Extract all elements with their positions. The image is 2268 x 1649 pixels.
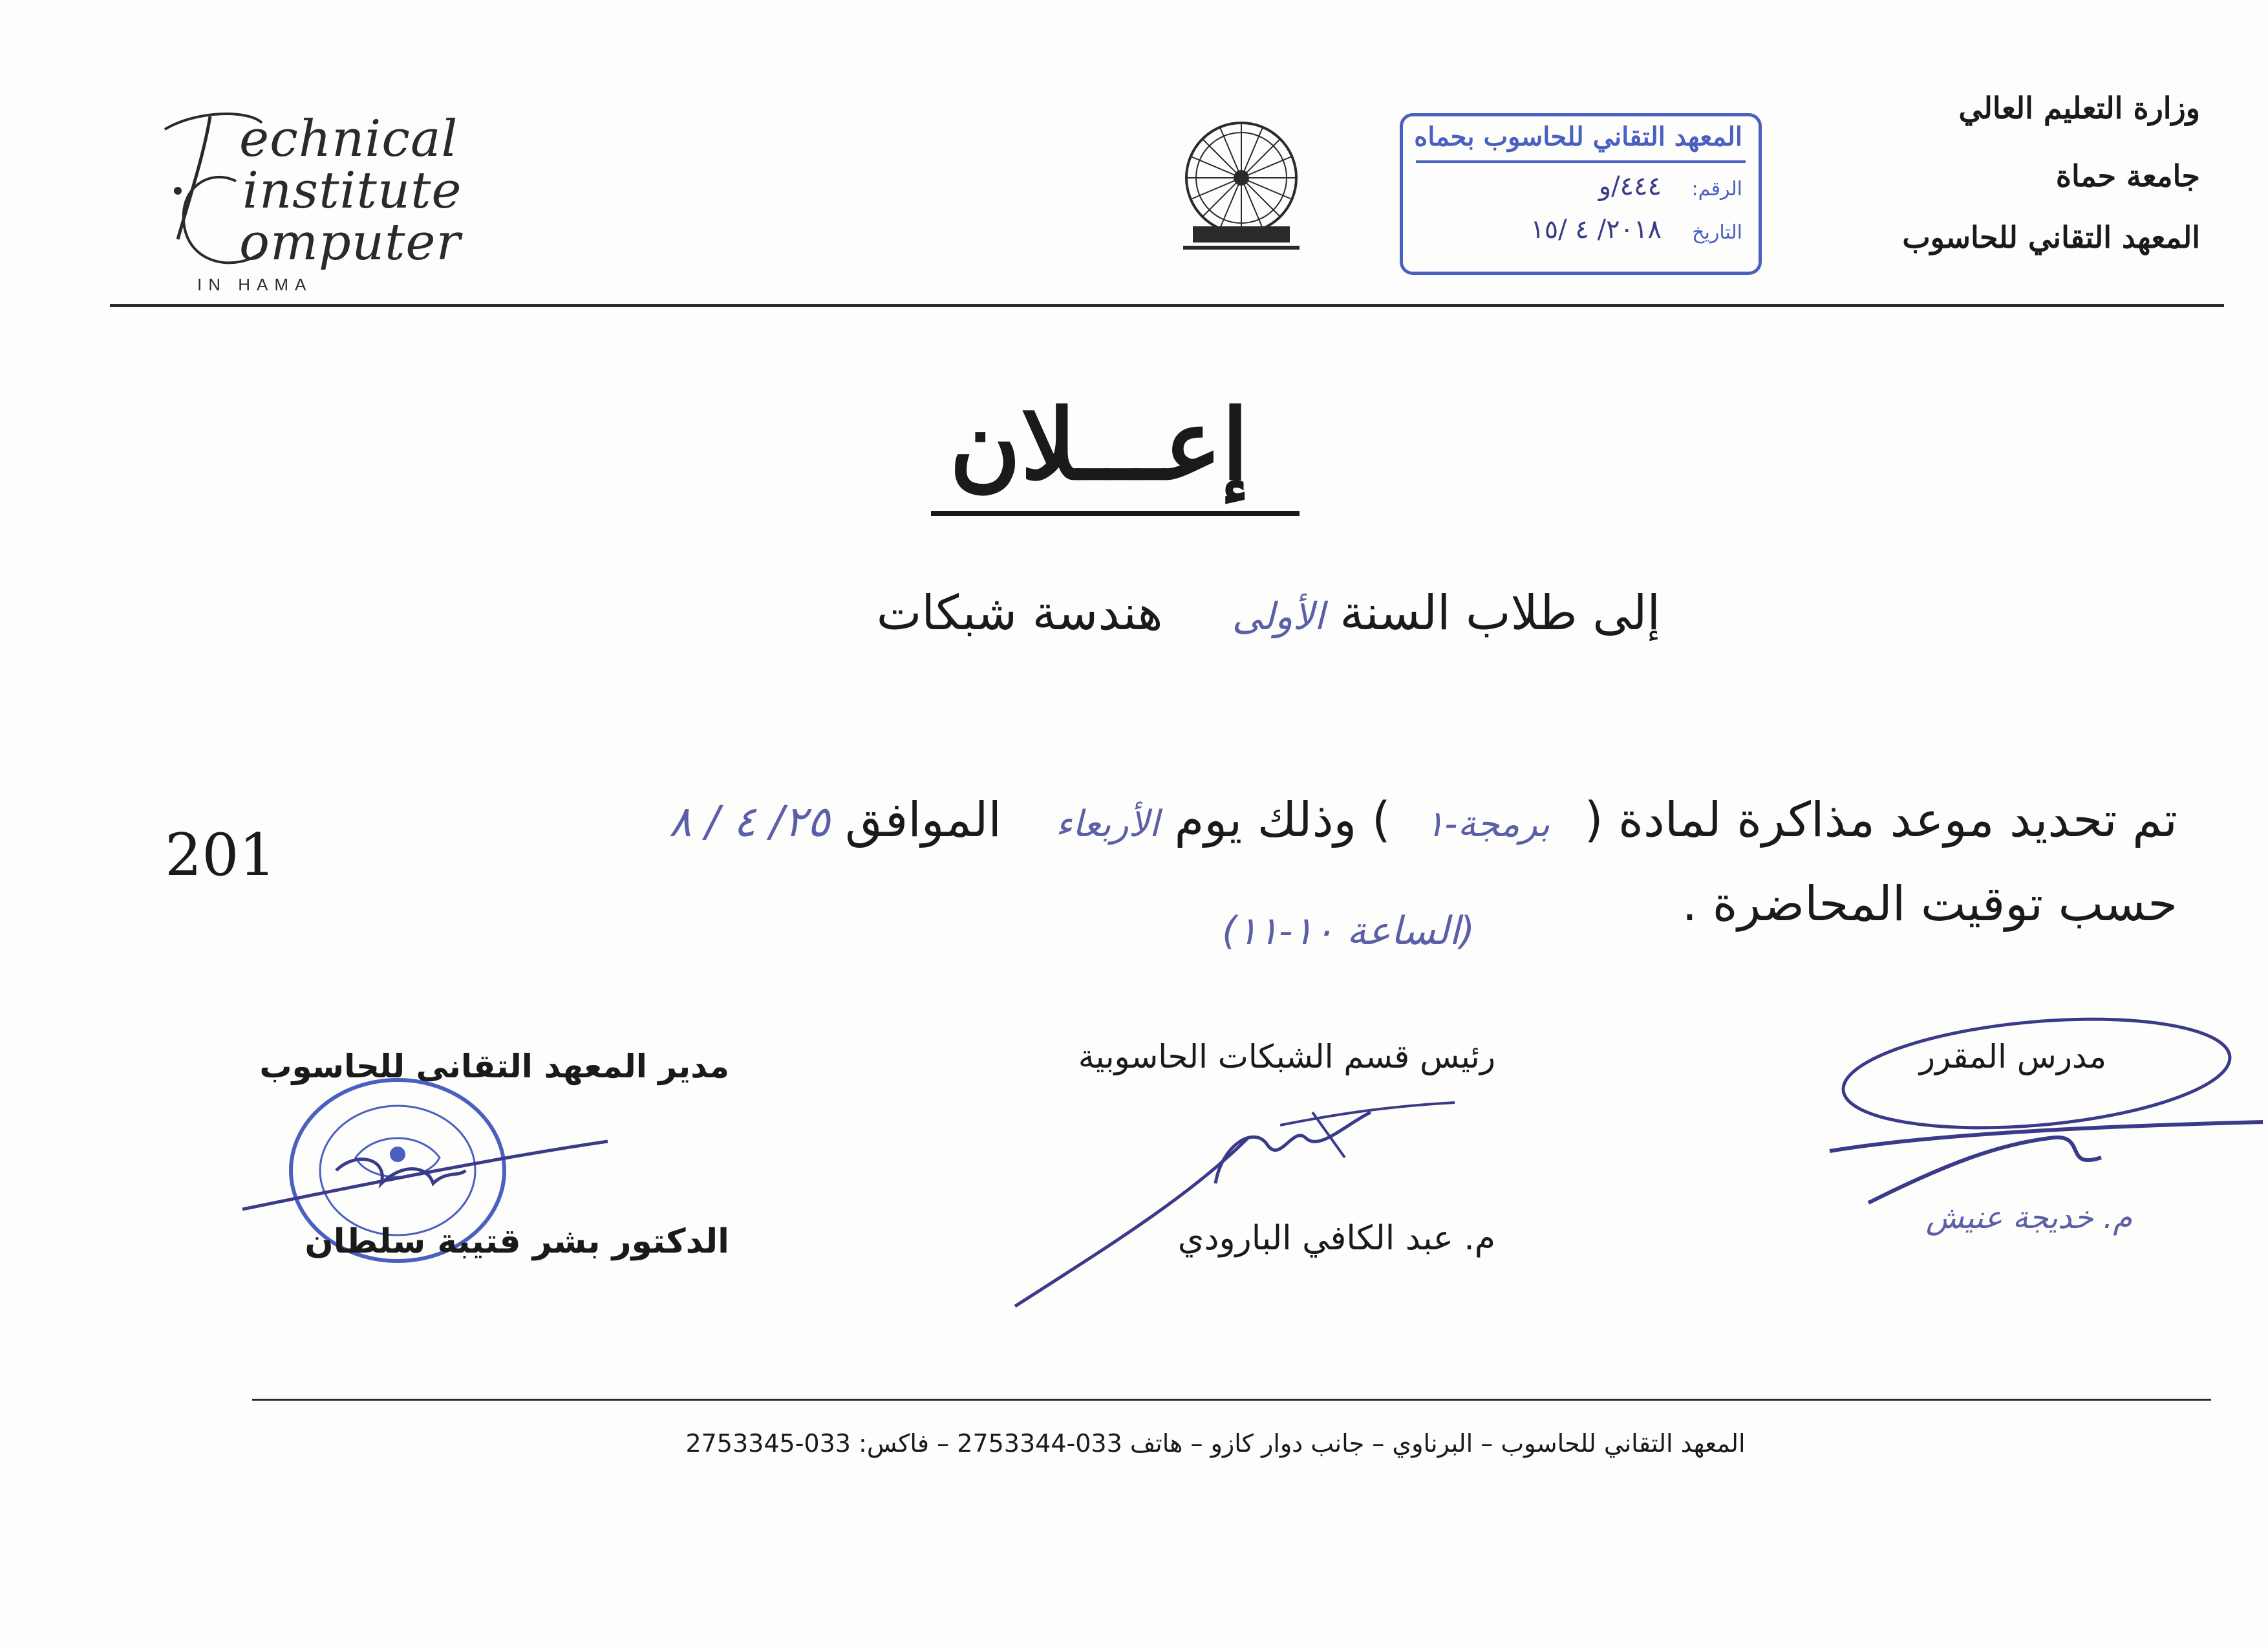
head-name: م. عبد الكافي البارودي xyxy=(1177,1219,1495,1258)
head-title: رئيس قسم الشبكات الحاسوبية xyxy=(1078,1038,1495,1075)
announcement-title: إعـــلان xyxy=(949,388,1249,502)
logo-line-computer: omputer xyxy=(239,213,461,272)
teacher-title: مدرس المقرر xyxy=(1919,1038,2106,1075)
logo-subtitle: IN HAMA xyxy=(197,275,313,294)
university-emblem xyxy=(1173,113,1309,268)
exam-time: (الساعة ١٠-١١) xyxy=(1222,909,1475,954)
director-signature-icon xyxy=(239,1125,614,1229)
body-end: الموافق xyxy=(845,792,1001,848)
exam-date: ٢٥/ ٤ / ٨ xyxy=(669,797,830,846)
logo-line-institute: institute xyxy=(242,162,462,220)
addressee-year: الأولى xyxy=(1232,594,1325,638)
head-signature-icon xyxy=(1009,1086,1461,1319)
body-timing: حسب توقيت المحاضرة . xyxy=(1682,876,2177,932)
institute-logo xyxy=(139,103,501,297)
ministry-name: وزارة التعليم العالي xyxy=(1958,91,2200,125)
institute-name: المعهد التقاني للحاسوب xyxy=(1902,220,2200,255)
director-title: مدير المعهد التقاني للحاسوب xyxy=(259,1048,729,1085)
addressee-to: إلى طلاب السنة xyxy=(1340,585,1660,641)
header-divider xyxy=(110,304,2224,307)
footer-divider xyxy=(252,1399,2211,1401)
title-underline xyxy=(931,511,1300,516)
body-line-1 xyxy=(669,792,2177,848)
body-line-2 xyxy=(1682,876,2177,932)
university-name: جامعة حماة xyxy=(2055,158,2200,193)
addressee-line xyxy=(877,585,1660,641)
stamp-number-label: الرقم: xyxy=(1691,178,1742,200)
teacher-name: م. خديجة عنيش xyxy=(1925,1200,2132,1236)
body-mid: ) وذلك يوم xyxy=(1174,792,1391,848)
stamp-date-value: ٢٠١٨/ ٤ /١٥ xyxy=(1530,215,1662,244)
exam-day: الأربعاء xyxy=(1055,803,1159,845)
stamp-date-label: التاريخ xyxy=(1692,221,1742,244)
footer-contact: المعهد التقاني للحاسوب – البرناوي – جانب دوار كازو – هاتف 033-2753344 – فاكس: 033-2753345 xyxy=(685,1429,1746,1458)
subject-name: برمجة-١ xyxy=(1425,803,1550,845)
exam-year-printed: 201 xyxy=(165,821,276,889)
registry-stamp xyxy=(1400,113,1762,275)
logo-line-technical: echnical xyxy=(239,110,458,168)
body-start: تم تحديد موعد مذاكرة لمادة ( xyxy=(1584,792,2177,848)
addressee-dept: هندسة شبكات xyxy=(876,585,1163,641)
teacher-signature-icon xyxy=(1817,1015,2268,1222)
director-name: الدكتور بشر قتيبة سلطان xyxy=(305,1222,729,1261)
stamp-number-value: ٤٤٤/و xyxy=(1598,171,1662,201)
stamp-title: المعهد التقاني للحاسوب بحماه xyxy=(1414,122,1742,152)
waterwheel-emblem-icon xyxy=(1173,113,1309,268)
stamp-divider xyxy=(1416,160,1746,163)
